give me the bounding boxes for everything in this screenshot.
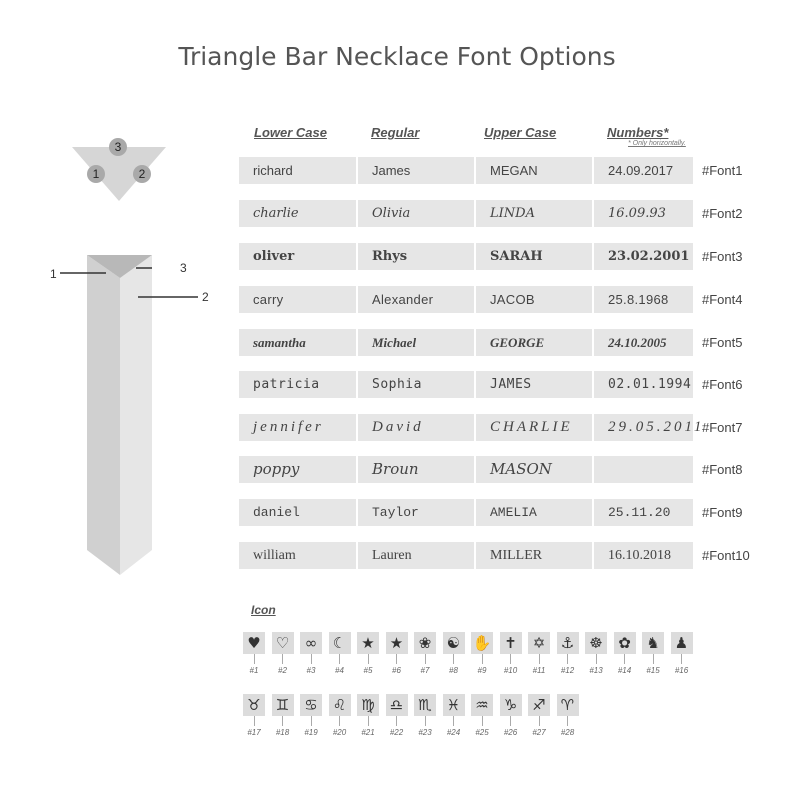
- icon-number: #25: [475, 728, 489, 737]
- yin-yang-icon: ☯: [443, 632, 465, 654]
- star-small-icon: ★: [386, 632, 408, 654]
- upper-case-sample: LINDA: [476, 200, 592, 227]
- callout-3: 3: [180, 261, 187, 275]
- font-label: #Font7: [702, 420, 743, 435]
- lower-case-sample: jennifer: [239, 414, 356, 441]
- icon-option[interactable]: [500, 694, 522, 737]
- icon-number: #2: [278, 666, 287, 675]
- icon-option[interactable]: [443, 632, 465, 675]
- scorpio-icon: ♏: [414, 694, 436, 716]
- icon-number: #11: [532, 666, 546, 675]
- star-icon: ★: [357, 632, 379, 654]
- font-label: #Font9: [702, 505, 743, 520]
- icon-number: #18: [275, 728, 290, 737]
- icon-option[interactable]: [528, 632, 550, 675]
- icon-connector: [368, 716, 369, 726]
- heart-icon: ♥: [243, 632, 265, 654]
- icon-option[interactable]: [471, 694, 493, 737]
- icon-option[interactable]: [414, 694, 436, 737]
- icon-connector: [596, 654, 597, 664]
- gemini-icon: ♊: [272, 694, 294, 716]
- icon-option[interactable]: [386, 694, 408, 737]
- icon-number: #6: [392, 666, 401, 675]
- regular-sample: Olivia: [358, 200, 474, 227]
- icon-number: #28: [560, 728, 575, 737]
- lower-case-sample: charlie: [239, 200, 356, 227]
- icon-number: #17: [247, 728, 261, 737]
- icon-connector: [254, 654, 255, 664]
- page-title: Triangle Bar Necklace Font Options: [178, 42, 616, 71]
- lower-case-sample: poppy: [239, 456, 356, 483]
- upper-case-sample: MEGAN: [476, 157, 592, 184]
- regular-sample: Michael: [358, 329, 474, 356]
- icon-number: #1: [249, 666, 259, 675]
- number-sample: 25.8.1968: [594, 286, 693, 313]
- font-label: #Font1: [702, 163, 743, 178]
- icon-option[interactable]: [642, 632, 664, 675]
- helm-icon: ☸: [585, 632, 607, 654]
- icon-number: #12: [560, 666, 575, 675]
- header-upper-case: Upper Case: [484, 125, 557, 140]
- icon-connector: [339, 654, 340, 664]
- icon-option[interactable]: [528, 694, 550, 737]
- triangle-top-view-diagram: [70, 135, 170, 205]
- icon-connector: [396, 716, 397, 726]
- regular-sample: Taylor: [358, 499, 474, 526]
- face-label-3: 3: [114, 140, 122, 154]
- lower-case-sample: patricia: [239, 371, 356, 398]
- icon-option[interactable]: [243, 632, 265, 675]
- icon-connector: [567, 716, 568, 726]
- font-label: #Font3: [702, 249, 743, 264]
- triangle-bar-diagram: [40, 250, 230, 580]
- icon-option[interactable]: [585, 632, 607, 675]
- lower-case-sample: oliver: [239, 243, 356, 270]
- regular-sample: David: [358, 414, 474, 441]
- icon-option[interactable]: [614, 632, 636, 675]
- icon-number: #21: [361, 728, 375, 737]
- font-label: #Font5: [702, 335, 743, 350]
- regular-sample: Broun: [358, 456, 474, 483]
- icon-connector: [254, 716, 255, 726]
- icon-connector: [311, 716, 312, 726]
- face-label-1: 1: [92, 167, 100, 181]
- font-label: #Font4: [702, 292, 743, 307]
- icon-option[interactable]: [300, 632, 322, 675]
- icon-connector: [681, 654, 682, 664]
- icon-connector: [653, 654, 654, 664]
- moon-icon: ☾: [329, 632, 351, 654]
- icon-number: #20: [332, 728, 347, 737]
- lower-case-sample: richard: [239, 157, 356, 184]
- icon-connector: [339, 716, 340, 726]
- icon-connector: [396, 654, 397, 664]
- header-lower-case: Lower Case: [254, 125, 327, 140]
- heart-outline-icon: ♡: [272, 632, 294, 654]
- number-sample: 16.10.2018: [594, 542, 693, 569]
- icon-connector: [311, 654, 312, 664]
- regular-sample: Alexander: [358, 286, 474, 313]
- number-sample: 29.05.2011: [594, 414, 693, 441]
- lower-case-sample: samantha: [239, 329, 356, 356]
- icon-number: #13: [589, 666, 603, 675]
- icon-connector: [539, 716, 540, 726]
- icon-connector: [567, 654, 568, 664]
- upper-case-sample: MILLER: [476, 542, 592, 569]
- icon-option[interactable]: [386, 632, 408, 675]
- number-sample: 16.09.93: [594, 200, 693, 227]
- icon-connector: [282, 716, 283, 726]
- taurus-icon: ♉: [243, 694, 265, 716]
- icon-number: #7: [420, 666, 430, 675]
- sagittarius-icon: ♐: [528, 694, 550, 716]
- libra-icon: ♎: [386, 694, 408, 716]
- icon-connector: [453, 654, 454, 664]
- icon-option[interactable]: [357, 694, 379, 737]
- lotus-icon: ✿: [614, 632, 636, 654]
- callout-1: 1: [50, 267, 57, 281]
- icon-connector: [624, 654, 625, 664]
- anchor-icon: ⚓: [557, 632, 579, 654]
- font-label: #Font6: [702, 377, 743, 392]
- icon-number: #16: [674, 666, 689, 675]
- hamsa-icon: ✋: [472, 634, 492, 652]
- icon-option[interactable]: [443, 694, 465, 737]
- icon-number: #3: [306, 666, 316, 675]
- icon-option[interactable]: [329, 632, 351, 675]
- upper-case-sample: SARAH: [476, 243, 592, 270]
- icon-connector: [368, 654, 369, 664]
- paw-icon: ❀: [414, 632, 436, 654]
- icon-connector: [425, 716, 426, 726]
- icon-connector: [510, 654, 511, 664]
- font-label: #Font10: [702, 548, 750, 563]
- icon-number: #4: [335, 666, 344, 675]
- upper-case-sample: AMELIA: [476, 499, 592, 526]
- number-sample: 25.11.20: [594, 499, 693, 526]
- infinity-icon: ∞: [300, 632, 322, 654]
- header-numbers: Numbers*: [607, 125, 669, 140]
- cat-icon: ♟: [671, 632, 693, 654]
- number-sample: [594, 456, 693, 483]
- icon-connector: [539, 654, 540, 664]
- icon-option[interactable]: [272, 632, 294, 675]
- header-regular: Regular: [371, 125, 420, 140]
- icon-number: #14: [617, 666, 632, 675]
- upper-case-sample: MASON: [476, 456, 592, 483]
- face-label-2: 2: [138, 167, 146, 181]
- icon-connector: [453, 716, 454, 726]
- icon-number: #27: [532, 728, 546, 737]
- icon-number: #9: [477, 666, 487, 675]
- number-sample: 24.10.2005: [594, 329, 693, 356]
- icon-connector: [482, 654, 483, 664]
- regular-sample: Lauren: [358, 542, 474, 569]
- cross-icon: ✝: [500, 632, 522, 654]
- icon-option[interactable]: [671, 632, 693, 675]
- icon-section-title: Icon: [251, 603, 276, 617]
- dog-icon: ♞: [642, 632, 664, 654]
- icon-number: #26: [503, 728, 518, 737]
- icon-number: #8: [449, 666, 458, 675]
- upper-case-sample: JACOB: [476, 286, 592, 313]
- icon-connector: [510, 716, 511, 726]
- icon-option[interactable]: [471, 632, 493, 675]
- icon-number: #19: [304, 728, 318, 737]
- icon-connector: [282, 654, 283, 664]
- icon-option[interactable]: [500, 632, 522, 675]
- lower-case-sample: carry: [239, 286, 356, 313]
- icon-option[interactable]: [414, 632, 436, 675]
- icon-number: #24: [446, 728, 461, 737]
- icon-number: #22: [389, 728, 404, 737]
- virgo-icon: ♍: [357, 694, 379, 716]
- icon-option[interactable]: [329, 694, 351, 737]
- upper-case-sample: GEORGE: [476, 329, 592, 356]
- icon-number: #15: [646, 666, 660, 675]
- icon-option[interactable]: [243, 694, 265, 737]
- capricorn-icon: ♑: [500, 694, 522, 716]
- star-of-david-icon: ✡: [528, 632, 550, 654]
- number-sample: 23.02.2001: [594, 243, 693, 270]
- icon-option[interactable]: [557, 694, 579, 737]
- icon-option[interactable]: [300, 694, 322, 737]
- icon-number: #10: [503, 666, 518, 675]
- leo-icon: ♌: [329, 694, 351, 716]
- lower-case-sample: daniel: [239, 499, 356, 526]
- number-sample: 24.09.2017: [594, 157, 693, 184]
- upper-case-sample: JAMES: [476, 371, 592, 398]
- font-label: #Font8: [702, 462, 743, 477]
- regular-sample: Rhys: [358, 243, 474, 270]
- icon-connector: [482, 716, 483, 726]
- aries-icon: ♈: [557, 694, 579, 716]
- callout-2: 2: [202, 290, 209, 304]
- icon-option[interactable]: [272, 694, 294, 737]
- pisces-icon: ♓: [443, 694, 465, 716]
- icon-number: #23: [418, 728, 432, 737]
- cancer-icon: ♋: [300, 694, 322, 716]
- regular-sample: Sophia: [358, 371, 474, 398]
- font-label: #Font2: [702, 206, 743, 221]
- icon-option[interactable]: [357, 632, 379, 675]
- icon-number: #5: [363, 666, 373, 675]
- aquarius-icon: ♒: [471, 694, 493, 716]
- upper-case-sample: CHARLIE: [476, 414, 592, 441]
- number-sample: 02.01.1994: [594, 371, 693, 398]
- icon-option[interactable]: [557, 632, 579, 675]
- lower-case-sample: william: [239, 542, 356, 569]
- icon-connector: [425, 654, 426, 664]
- numbers-footnote: * Only horizontally.: [628, 140, 686, 147]
- regular-sample: James: [358, 157, 474, 184]
